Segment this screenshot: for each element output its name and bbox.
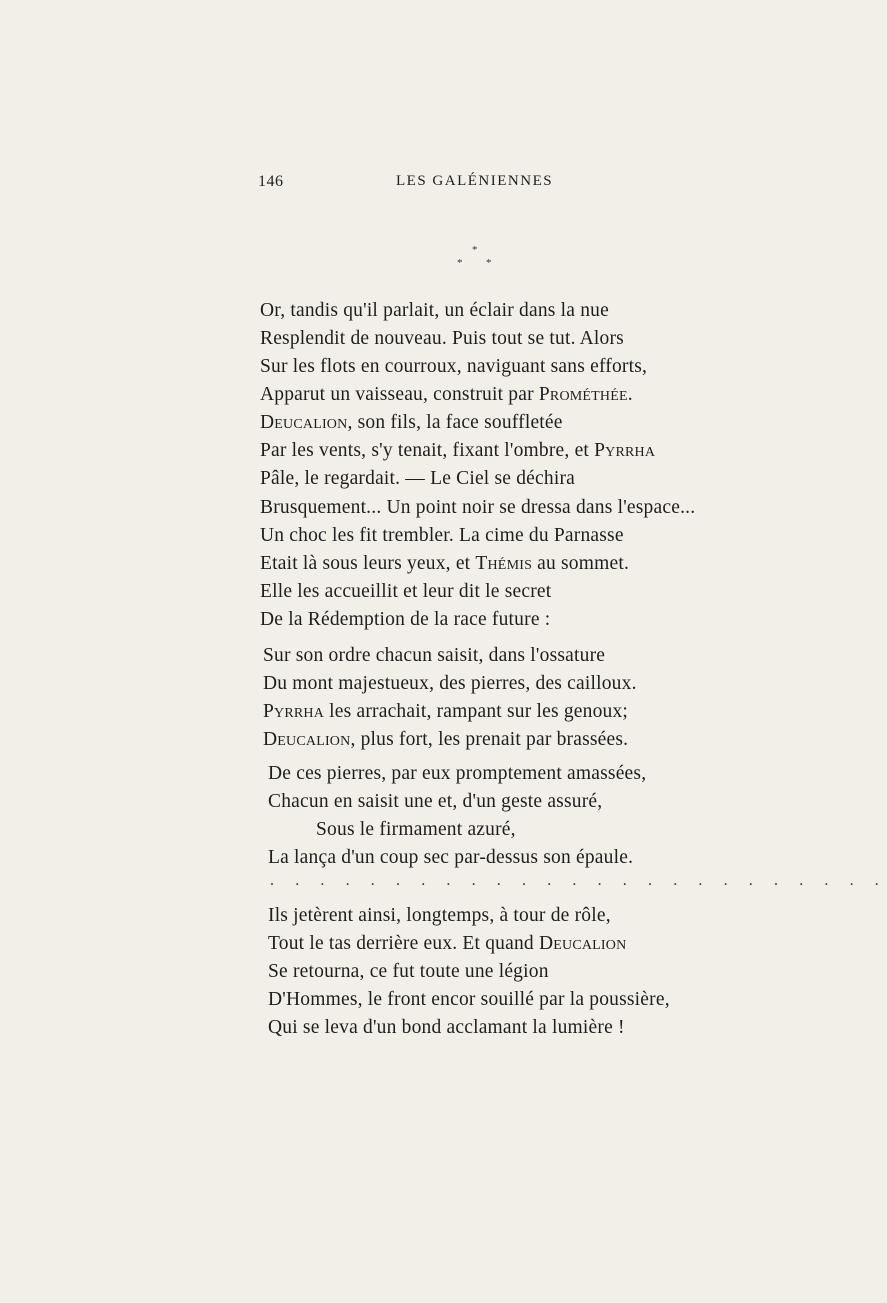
verse-line: [268, 760, 646, 788]
running-title: LES GALÉNIENNES: [396, 173, 554, 189]
stanza-2: [260, 494, 695, 634]
verse-text: D'Hommes, le front encor souillé par la poussière,: [268, 989, 670, 1010]
verse-line: [268, 816, 646, 844]
verse-line: [260, 353, 655, 381]
verse-line: [268, 788, 646, 816]
verse-text: Apparut un vaisseau, construit par: [260, 384, 539, 405]
verse-line: [260, 381, 655, 409]
running-header: [258, 173, 578, 195]
verse-text: Etait là sous leurs yeux, et: [260, 553, 476, 574]
asterism-star: *: [486, 257, 492, 269]
verse-line: [268, 1014, 670, 1042]
verse-text: , son fils, la face souffletée: [347, 412, 563, 433]
verse-line: [260, 297, 655, 325]
verse-text: Sous le firmament azuré,: [316, 819, 516, 840]
verse-line: [268, 958, 670, 986]
stanza-4: [268, 760, 646, 872]
verse-text: les arrachait, rampant sur les genoux;: [324, 701, 629, 722]
verse-line: [260, 578, 695, 606]
proper-name: Pyrrha: [263, 701, 325, 722]
verse-line: [260, 550, 695, 578]
verse-line: [260, 465, 655, 493]
asterism: [455, 244, 495, 274]
verse-line: [260, 437, 655, 465]
verse-text: Resplendit de nouveau. Puis tout se tut. Alors: [260, 328, 624, 349]
verse-line: [260, 606, 695, 634]
verse-text: Sur les flots en courroux, naviguant sans efforts,: [260, 356, 648, 377]
stanza-3: [263, 642, 637, 754]
verse-text: Or, tandis qu'il parlait, un éclair dans la nue: [260, 300, 609, 321]
verse-line: [263, 698, 637, 726]
verse-line: [268, 986, 670, 1014]
verse-text: Se retourna, ce fut toute une légion: [268, 961, 549, 982]
proper-name: Deucalion: [260, 412, 348, 433]
asterism-star: *: [472, 244, 478, 256]
verse-text: Elle les accueillit et leur dit le secret: [260, 581, 552, 602]
stanza-5: [268, 902, 670, 1042]
proper-name: Deucalion: [538, 933, 627, 954]
verse-line: [263, 670, 637, 698]
verse-text: Du mont majestueux, des pierres, des cailloux.: [263, 673, 637, 694]
verse-line: [263, 726, 637, 754]
verse-line: [260, 325, 655, 353]
verse-text: Brusquement... Un point noir se dressa dans l'espace...: [260, 497, 696, 518]
verse-text: au sommet.: [532, 553, 630, 574]
verse-text: Pâle, le regardait. — Le Ciel se déchira: [260, 468, 575, 489]
verse-text: Sur son ordre chacun saisit, dans l'ossature: [263, 645, 606, 666]
ellipsis-row: . . . . . . . . . . . . . . . . . . . . . . . . .: [270, 872, 887, 889]
proper-name: Prométhée: [538, 384, 628, 405]
asterism-star: *: [457, 257, 463, 269]
verse-text: .: [627, 384, 633, 405]
verse-text: Un choc les fit trembler. La cime du Parnasse: [260, 525, 624, 546]
verse-text: La lança d'un coup sec par-dessus son épaule.: [268, 847, 634, 868]
verse-text: Par les vents, s'y tenait, fixant l'ombre, et: [260, 440, 595, 461]
verse-line: [260, 409, 655, 437]
verse-text: Chacun en saisit une et, d'un geste assuré,: [268, 791, 603, 812]
verse-line: [260, 494, 695, 522]
verse-text: De ces pierres, par eux promptement amassées,: [268, 763, 647, 784]
verse-line: [268, 902, 670, 930]
proper-name: Deucalion: [263, 729, 351, 750]
verse-text: De la Rédemption de la race future :: [260, 609, 551, 630]
verse-text: Qui se leva d'un bond acclamant la lumière !: [268, 1017, 625, 1038]
verse-line: [260, 522, 695, 550]
verse-text: , plus fort, les prenait par brassées.: [350, 729, 629, 750]
verse-text: Tout le tas derrière eux. Et quand: [268, 933, 539, 954]
verse-line: [268, 930, 670, 958]
verse-text: Ils jetèrent ainsi, longtemps, à tour de rôle,: [268, 905, 611, 926]
proper-name: Pyrrha: [594, 440, 656, 461]
proper-name: Thémis: [475, 553, 533, 574]
verse-line: [263, 642, 637, 670]
page-number: 146: [258, 173, 284, 190]
stanza-1: [260, 297, 655, 493]
verse-line: [268, 844, 646, 872]
